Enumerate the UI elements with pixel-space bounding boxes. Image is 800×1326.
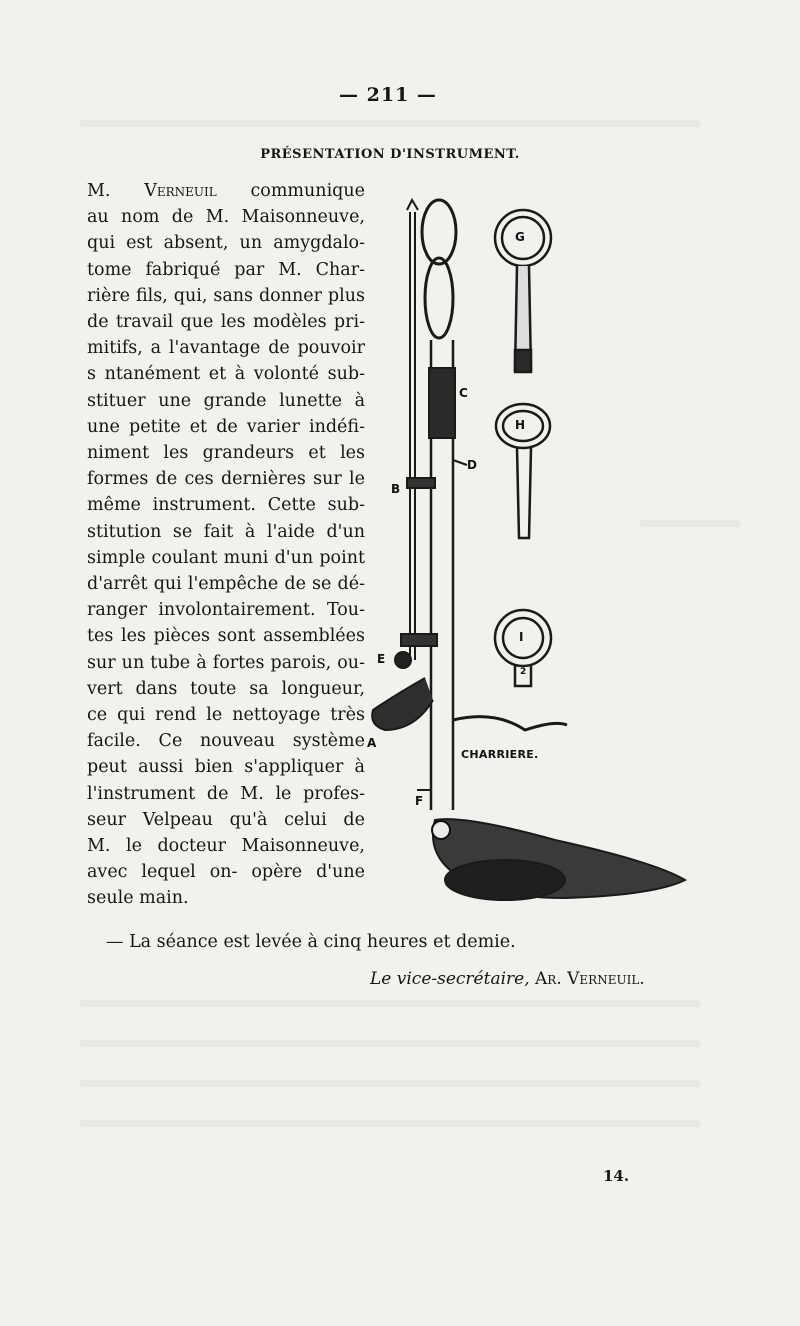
body-paragraph (87, 178, 365, 912)
signature-role: Le vice-secrétaire, (370, 969, 530, 989)
text-line: facile. Ce nouveau système (87, 731, 365, 752)
text-line: au nom de M. Maisonneuve, (87, 207, 365, 228)
text-line: ranger involontairement. Tou- (87, 600, 365, 621)
page-number: — 211 — (339, 84, 437, 106)
label-e: E (377, 652, 386, 666)
text-line: seule main. (87, 888, 189, 909)
closing-line: — La séance est levée à cinq heures et demie. (106, 932, 516, 952)
text-line: formes de ces dernières sur le (87, 469, 365, 490)
bleed-through (80, 1040, 700, 1047)
text-line: peut aussi bien s'appliquer à (87, 757, 365, 778)
bleed-through (80, 1000, 700, 1007)
bleed-through (80, 120, 700, 127)
label-d: D (467, 458, 477, 472)
text-line: mitifs, a l'avantage de pouvoir (87, 338, 365, 359)
label-c: C (459, 386, 468, 400)
label-f: F (415, 794, 424, 808)
text-line: une petite et de varier indéfi- (87, 416, 365, 437)
label-a: A (367, 736, 377, 750)
text-line: M. le docteur Maisonneuve, (87, 836, 365, 857)
text-line: vert dans toute sa longueur, (87, 678, 365, 699)
text-line: seur Velpeau qu'à celui de (87, 809, 365, 830)
text-line: sur un tube à fortes parois, ou- (87, 652, 365, 673)
signature (370, 969, 690, 989)
instrument-drawing (355, 190, 695, 920)
text-line: stitution se fait à l'aide d'un (87, 521, 365, 542)
maker-mark: CHARRIERE. (461, 748, 539, 761)
text-line: même instrument. Cette sub- (87, 495, 365, 516)
text-line: tes les pièces sont assemblées (87, 626, 365, 647)
signature-name: Ar. Verneuil. (535, 969, 645, 989)
label-h: H (515, 418, 526, 432)
text-line: niment les grandeurs et les (87, 443, 365, 464)
text-line: rière fils, qui, sans donner plus (87, 285, 365, 306)
text-line: de travail que les modèles pri- (87, 312, 365, 333)
amygdalotome-illustration (355, 190, 695, 920)
signature-folio: 14. (603, 1167, 630, 1185)
bleed-through (80, 1080, 700, 1087)
ring-number: 2 (520, 667, 527, 677)
text-line: M. Verneuil communique (87, 181, 365, 201)
text-line: d'arrêt qui l'empêche de se dé- (87, 574, 365, 595)
text-line: ce qui rend le nettoyage très (87, 705, 365, 726)
author-name: Verneuil (144, 181, 217, 201)
text-line: simple coulant muni d'un point (87, 547, 365, 568)
section-title: PRÉSENTATION D'INSTRUMENT. (260, 147, 520, 162)
label-b: B (391, 482, 401, 496)
text-line: stituer une grande lunette à (87, 390, 365, 411)
text-line: avec lequel on- opère d'une (87, 862, 365, 883)
text-line: tome fabriqué par M. Char- (87, 259, 365, 280)
text-line: l'instrument de M. le profes- (87, 783, 365, 804)
label-i: I (519, 630, 524, 644)
bleed-through (80, 1120, 700, 1127)
label-g: G (515, 230, 525, 244)
text-line: s ntanément et à volonté sub- (87, 364, 365, 385)
text-line: qui est absent, un amygdalo- (87, 233, 365, 254)
